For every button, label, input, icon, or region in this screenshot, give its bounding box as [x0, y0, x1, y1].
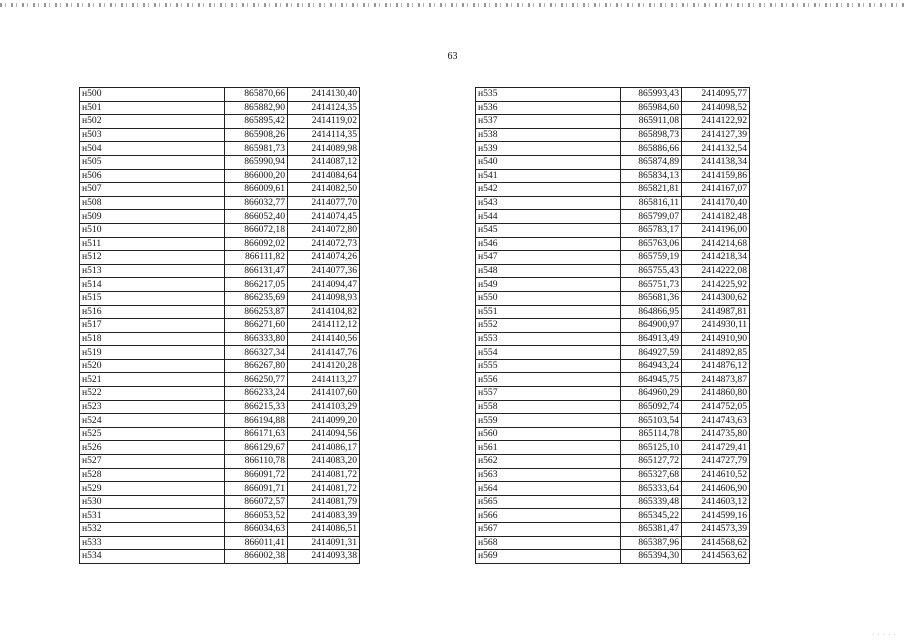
table-row — [476, 427, 750, 441]
point-id-cell: н512 — [80, 251, 225, 265]
y-coordinate-cell: 2414735,80 — [682, 427, 750, 441]
table-row — [476, 210, 750, 224]
x-coordinate-cell: 866215,33 — [225, 400, 288, 414]
x-coordinate-cell: 864900,97 — [621, 319, 682, 333]
y-coordinate-cell: 2414606,90 — [682, 482, 750, 496]
table-row — [80, 550, 360, 564]
table-row — [476, 468, 750, 482]
table-row — [80, 237, 360, 251]
y-coordinate-cell: 2414098,52 — [682, 101, 750, 115]
y-coordinate-cell: 2414082,50 — [288, 183, 360, 197]
x-coordinate-cell: 866000,20 — [225, 169, 288, 183]
x-coordinate-cell: 866233,24 — [225, 387, 288, 401]
x-coordinate-cell: 866267,80 — [225, 359, 288, 373]
y-coordinate-cell: 2414568,62 — [682, 536, 750, 550]
table-row — [476, 332, 750, 346]
x-coordinate-cell: 865333,64 — [621, 482, 682, 496]
x-coordinate-cell: 866217,05 — [225, 278, 288, 292]
point-id-cell: н540 — [476, 155, 621, 169]
y-coordinate-cell: 2414300,62 — [682, 291, 750, 305]
point-id-cell: н537 — [476, 115, 621, 129]
table-row — [476, 359, 750, 373]
table-row — [476, 373, 750, 387]
x-coordinate-cell: 865882,90 — [225, 101, 288, 115]
x-coordinate-cell: 865127,72 — [621, 455, 682, 469]
point-id-cell: н548 — [476, 264, 621, 278]
table-row — [80, 115, 360, 129]
x-coordinate-cell: 866053,52 — [225, 509, 288, 523]
y-coordinate-cell: 2414167,07 — [682, 183, 750, 197]
table-row — [80, 183, 360, 197]
table-row — [476, 183, 750, 197]
x-coordinate-cell: 866002,38 — [225, 550, 288, 564]
x-coordinate-cell: 865874,89 — [621, 155, 682, 169]
point-id-cell: н564 — [476, 482, 621, 496]
x-coordinate-cell: 866091,71 — [225, 482, 288, 496]
y-coordinate-cell: 2414573,39 — [682, 523, 750, 537]
y-coordinate-cell: 2414860,80 — [682, 387, 750, 401]
table-row — [476, 237, 750, 251]
x-coordinate-cell: 865834,13 — [621, 169, 682, 183]
y-coordinate-cell: 2414072,80 — [288, 223, 360, 237]
y-coordinate-cell: 2414074,45 — [288, 210, 360, 224]
y-coordinate-cell: 2414218,34 — [682, 251, 750, 265]
table-row — [80, 359, 360, 373]
point-id-cell: н513 — [80, 264, 225, 278]
table-row — [476, 523, 750, 537]
y-coordinate-cell: 2414083,20 — [288, 455, 360, 469]
point-id-cell: н567 — [476, 523, 621, 537]
point-id-cell: н565 — [476, 495, 621, 509]
y-coordinate-cell: 2414892,85 — [682, 346, 750, 360]
table-row — [80, 101, 360, 115]
y-coordinate-cell: 2414910,90 — [682, 332, 750, 346]
x-coordinate-cell: 865381,47 — [621, 523, 682, 537]
point-id-cell: н503 — [80, 128, 225, 142]
table-row — [476, 88, 750, 102]
table-row — [476, 441, 750, 455]
y-coordinate-cell: 2414113,27 — [288, 373, 360, 387]
y-coordinate-cell: 2414170,40 — [682, 196, 750, 210]
point-id-cell: н525 — [80, 427, 225, 441]
y-coordinate-cell: 2414086,51 — [288, 523, 360, 537]
x-coordinate-cell: 866011,41 — [225, 536, 288, 550]
point-id-cell: н520 — [80, 359, 225, 373]
table-row — [476, 128, 750, 142]
point-id-cell: н517 — [80, 319, 225, 333]
x-coordinate-cell: 865339,48 — [621, 495, 682, 509]
y-coordinate-cell: 2414140,56 — [288, 332, 360, 346]
x-coordinate-cell: 865816,11 — [621, 196, 682, 210]
table-row — [80, 291, 360, 305]
point-id-cell: н507 — [80, 183, 225, 197]
table-row — [476, 455, 750, 469]
point-id-cell: н538 — [476, 128, 621, 142]
x-coordinate-cell: 866235,69 — [225, 291, 288, 305]
table-row — [476, 387, 750, 401]
y-coordinate-cell: 2414094,56 — [288, 427, 360, 441]
y-coordinate-cell: 2414727,79 — [682, 455, 750, 469]
table-row — [80, 373, 360, 387]
y-coordinate-cell: 2414081,79 — [288, 495, 360, 509]
table-row — [476, 319, 750, 333]
x-coordinate-cell: 866129,67 — [225, 441, 288, 455]
point-id-cell: н551 — [476, 305, 621, 319]
x-coordinate-cell: 865763,06 — [621, 237, 682, 251]
y-coordinate-cell: 2414127,39 — [682, 128, 750, 142]
point-id-cell: н549 — [476, 278, 621, 292]
point-id-cell: н568 — [476, 536, 621, 550]
point-id-cell: н569 — [476, 550, 621, 564]
x-coordinate-cell: 864945,75 — [621, 373, 682, 387]
point-id-cell: н514 — [80, 278, 225, 292]
point-id-cell: н557 — [476, 387, 621, 401]
y-coordinate-cell: 2414081,72 — [288, 482, 360, 496]
corner-mark: · · · · · — [872, 632, 897, 638]
y-coordinate-cell: 2414084,64 — [288, 169, 360, 183]
point-id-cell: н550 — [476, 291, 621, 305]
y-coordinate-cell: 2414094,47 — [288, 278, 360, 292]
point-id-cell: н555 — [476, 359, 621, 373]
point-id-cell: н534 — [80, 550, 225, 564]
x-coordinate-cell: 865681,36 — [621, 291, 682, 305]
point-id-cell: н562 — [476, 455, 621, 469]
y-coordinate-cell: 2414138,34 — [682, 155, 750, 169]
table-row — [80, 332, 360, 346]
table-row — [476, 278, 750, 292]
y-coordinate-cell: 2414077,70 — [288, 196, 360, 210]
y-coordinate-cell: 2414225,92 — [682, 278, 750, 292]
y-coordinate-cell: 2414603,12 — [682, 495, 750, 509]
point-id-cell: н518 — [80, 332, 225, 346]
table-row — [80, 278, 360, 292]
table-row — [80, 509, 360, 523]
point-id-cell: н508 — [80, 196, 225, 210]
x-coordinate-cell: 866009,61 — [225, 183, 288, 197]
point-id-cell: н544 — [476, 210, 621, 224]
point-id-cell: н539 — [476, 142, 621, 156]
point-id-cell: н524 — [80, 414, 225, 428]
y-coordinate-cell: 2414120,28 — [288, 359, 360, 373]
table-row — [476, 196, 750, 210]
y-coordinate-cell: 2414099,20 — [288, 414, 360, 428]
y-coordinate-cell: 2414087,12 — [288, 155, 360, 169]
table-row — [80, 305, 360, 319]
y-coordinate-cell: 2414086,17 — [288, 441, 360, 455]
point-id-cell: н541 — [476, 169, 621, 183]
table-row — [80, 155, 360, 169]
y-coordinate-cell: 2414599,16 — [682, 509, 750, 523]
x-coordinate-cell: 865755,43 — [621, 264, 682, 278]
x-coordinate-cell: 866052,40 — [225, 210, 288, 224]
y-coordinate-cell: 2414743,63 — [682, 414, 750, 428]
table-row — [476, 346, 750, 360]
y-coordinate-cell: 2414873,87 — [682, 373, 750, 387]
table-row — [476, 509, 750, 523]
point-id-cell: н526 — [80, 441, 225, 455]
x-coordinate-cell: 865125,10 — [621, 441, 682, 455]
x-coordinate-cell: 866092,02 — [225, 237, 288, 251]
x-coordinate-cell: 866194,88 — [225, 414, 288, 428]
table-row — [80, 169, 360, 183]
table-row — [80, 387, 360, 401]
point-id-cell: н501 — [80, 101, 225, 115]
x-coordinate-cell: 865990,94 — [225, 155, 288, 169]
x-coordinate-cell: 865092,74 — [621, 400, 682, 414]
y-coordinate-cell: 2414752,05 — [682, 400, 750, 414]
y-coordinate-cell: 2414610,52 — [682, 468, 750, 482]
x-coordinate-cell: 866091,72 — [225, 468, 288, 482]
point-id-cell: н536 — [476, 101, 621, 115]
table-row — [80, 414, 360, 428]
y-coordinate-cell: 2414103,29 — [288, 400, 360, 414]
table-row — [80, 400, 360, 414]
x-coordinate-cell: 865898,73 — [621, 128, 682, 142]
x-coordinate-cell: 866171,63 — [225, 427, 288, 441]
y-coordinate-cell: 2414074,26 — [288, 251, 360, 265]
point-id-cell: н554 — [476, 346, 621, 360]
point-id-cell: н563 — [476, 468, 621, 482]
table-row — [476, 101, 750, 115]
y-coordinate-cell: 2414132,54 — [682, 142, 750, 156]
table-row — [476, 155, 750, 169]
point-id-cell: н516 — [80, 305, 225, 319]
table-row — [476, 305, 750, 319]
x-coordinate-cell: 865394,30 — [621, 550, 682, 564]
table-row — [476, 550, 750, 564]
point-id-cell: н511 — [80, 237, 225, 251]
y-coordinate-cell: 2414077,36 — [288, 264, 360, 278]
x-coordinate-cell: 866333,80 — [225, 332, 288, 346]
x-coordinate-cell: 866032,77 — [225, 196, 288, 210]
point-id-cell: н532 — [80, 523, 225, 537]
x-coordinate-cell: 865908,26 — [225, 128, 288, 142]
y-coordinate-cell: 2414107,60 — [288, 387, 360, 401]
point-id-cell: н510 — [80, 223, 225, 237]
y-coordinate-cell: 2414089,98 — [288, 142, 360, 156]
point-id-cell: н502 — [80, 115, 225, 129]
point-id-cell: н505 — [80, 155, 225, 169]
x-coordinate-cell: 865387,96 — [621, 536, 682, 550]
x-coordinate-cell: 865327,68 — [621, 468, 682, 482]
y-coordinate-cell: 2414112,12 — [288, 319, 360, 333]
table-row — [80, 536, 360, 550]
x-coordinate-cell: 866253,87 — [225, 305, 288, 319]
point-id-cell: н533 — [80, 536, 225, 550]
x-coordinate-cell: 865895,42 — [225, 115, 288, 129]
x-coordinate-cell: 866271,60 — [225, 319, 288, 333]
y-coordinate-cell: 2414124,35 — [288, 101, 360, 115]
table-row — [476, 495, 750, 509]
point-id-cell: н542 — [476, 183, 621, 197]
y-coordinate-cell: 2414182,48 — [682, 210, 750, 224]
table-row — [80, 128, 360, 142]
point-id-cell: н523 — [80, 400, 225, 414]
scan-artifact-line — [0, 3, 905, 7]
y-coordinate-cell: 2414081,72 — [288, 468, 360, 482]
y-coordinate-cell: 2414729,41 — [682, 441, 750, 455]
table-row — [80, 427, 360, 441]
point-id-cell: н561 — [476, 441, 621, 455]
y-coordinate-cell: 2414091,31 — [288, 536, 360, 550]
y-coordinate-cell: 2414083,39 — [288, 509, 360, 523]
y-coordinate-cell: 2414072,73 — [288, 237, 360, 251]
point-id-cell: н500 — [80, 88, 225, 102]
table-row — [80, 251, 360, 265]
point-id-cell: н515 — [80, 291, 225, 305]
point-id-cell: н535 — [476, 88, 621, 102]
x-coordinate-cell: 866072,57 — [225, 495, 288, 509]
x-coordinate-cell: 865821,81 — [621, 183, 682, 197]
point-id-cell: н558 — [476, 400, 621, 414]
point-id-cell: н530 — [80, 495, 225, 509]
x-coordinate-cell: 865981,73 — [225, 142, 288, 156]
y-coordinate-cell: 2414095,77 — [682, 88, 750, 102]
x-coordinate-cell: 865984,60 — [621, 101, 682, 115]
table-row — [80, 455, 360, 469]
x-coordinate-cell: 865759,19 — [621, 251, 682, 265]
point-id-cell: н506 — [80, 169, 225, 183]
point-id-cell: н519 — [80, 346, 225, 360]
point-id-cell: н527 — [80, 455, 225, 469]
point-id-cell: н529 — [80, 482, 225, 496]
table-row — [80, 441, 360, 455]
table-row — [80, 264, 360, 278]
point-id-cell: н522 — [80, 387, 225, 401]
y-coordinate-cell: 2414098,93 — [288, 291, 360, 305]
x-coordinate-cell: 866131,47 — [225, 264, 288, 278]
table-row — [80, 196, 360, 210]
x-coordinate-cell: 866111,82 — [225, 251, 288, 265]
y-coordinate-cell: 2414222,08 — [682, 264, 750, 278]
point-id-cell: н531 — [80, 509, 225, 523]
coordinates-table-left — [79, 87, 360, 564]
y-coordinate-cell: 2414159,86 — [682, 169, 750, 183]
y-coordinate-cell: 2414093,38 — [288, 550, 360, 564]
y-coordinate-cell: 2414876,12 — [682, 359, 750, 373]
point-id-cell: н509 — [80, 210, 225, 224]
table-row — [80, 223, 360, 237]
x-coordinate-cell: 865751,73 — [621, 278, 682, 292]
y-coordinate-cell: 2414114,35 — [288, 128, 360, 142]
table-row — [476, 169, 750, 183]
y-coordinate-cell: 2414563,62 — [682, 550, 750, 564]
table-row — [476, 414, 750, 428]
table-row — [80, 482, 360, 496]
x-coordinate-cell: 865783,17 — [621, 223, 682, 237]
y-coordinate-cell: 2414119,02 — [288, 115, 360, 129]
x-coordinate-cell: 865870,66 — [225, 88, 288, 102]
y-coordinate-cell: 2414130,40 — [288, 88, 360, 102]
x-coordinate-cell: 866327,34 — [225, 346, 288, 360]
point-id-cell: н553 — [476, 332, 621, 346]
x-coordinate-cell: 865345,22 — [621, 509, 682, 523]
page-number: 63 — [447, 51, 458, 62]
table-row — [476, 251, 750, 265]
x-coordinate-cell: 865911,08 — [621, 115, 682, 129]
x-coordinate-cell: 864866,95 — [621, 305, 682, 319]
y-coordinate-cell: 2414104,82 — [288, 305, 360, 319]
table-row — [80, 495, 360, 509]
x-coordinate-cell: 865993,43 — [621, 88, 682, 102]
y-coordinate-cell: 2414987,81 — [682, 305, 750, 319]
x-coordinate-cell: 865114,78 — [621, 427, 682, 441]
point-id-cell: н545 — [476, 223, 621, 237]
x-coordinate-cell: 865799,07 — [621, 210, 682, 224]
point-id-cell: н556 — [476, 373, 621, 387]
y-coordinate-cell: 2414214,68 — [682, 237, 750, 251]
table-row — [80, 319, 360, 333]
coordinates-table-right — [475, 87, 750, 564]
table-row — [80, 142, 360, 156]
x-coordinate-cell: 865103,54 — [621, 414, 682, 428]
y-coordinate-cell: 2414147,76 — [288, 346, 360, 360]
point-id-cell: н528 — [80, 468, 225, 482]
table-row — [476, 223, 750, 237]
x-coordinate-cell: 865886,66 — [621, 142, 682, 156]
table-row — [476, 536, 750, 550]
x-coordinate-cell: 864960,29 — [621, 387, 682, 401]
y-coordinate-cell: 2414196,00 — [682, 223, 750, 237]
point-id-cell: н559 — [476, 414, 621, 428]
x-coordinate-cell: 866110,78 — [225, 455, 288, 469]
point-id-cell: н560 — [476, 427, 621, 441]
y-coordinate-cell: 2414930,11 — [682, 319, 750, 333]
point-id-cell: н547 — [476, 251, 621, 265]
table-row — [476, 115, 750, 129]
table-row — [476, 142, 750, 156]
point-id-cell: н566 — [476, 509, 621, 523]
point-id-cell: н543 — [476, 196, 621, 210]
table-row — [80, 88, 360, 102]
x-coordinate-cell: 866072,18 — [225, 223, 288, 237]
table-row — [476, 291, 750, 305]
x-coordinate-cell: 864943,24 — [621, 359, 682, 373]
point-id-cell: н552 — [476, 319, 621, 333]
table-row — [476, 264, 750, 278]
table-row — [80, 468, 360, 482]
table-row — [80, 210, 360, 224]
point-id-cell: н546 — [476, 237, 621, 251]
point-id-cell: н504 — [80, 142, 225, 156]
table-row — [80, 523, 360, 537]
table-row — [80, 346, 360, 360]
x-coordinate-cell: 866250,77 — [225, 373, 288, 387]
point-id-cell: н521 — [80, 373, 225, 387]
table-row — [476, 400, 750, 414]
x-coordinate-cell: 864913,49 — [621, 332, 682, 346]
x-coordinate-cell: 866034,63 — [225, 523, 288, 537]
y-coordinate-cell: 2414122,92 — [682, 115, 750, 129]
x-coordinate-cell: 864927,59 — [621, 346, 682, 360]
table-row — [476, 482, 750, 496]
